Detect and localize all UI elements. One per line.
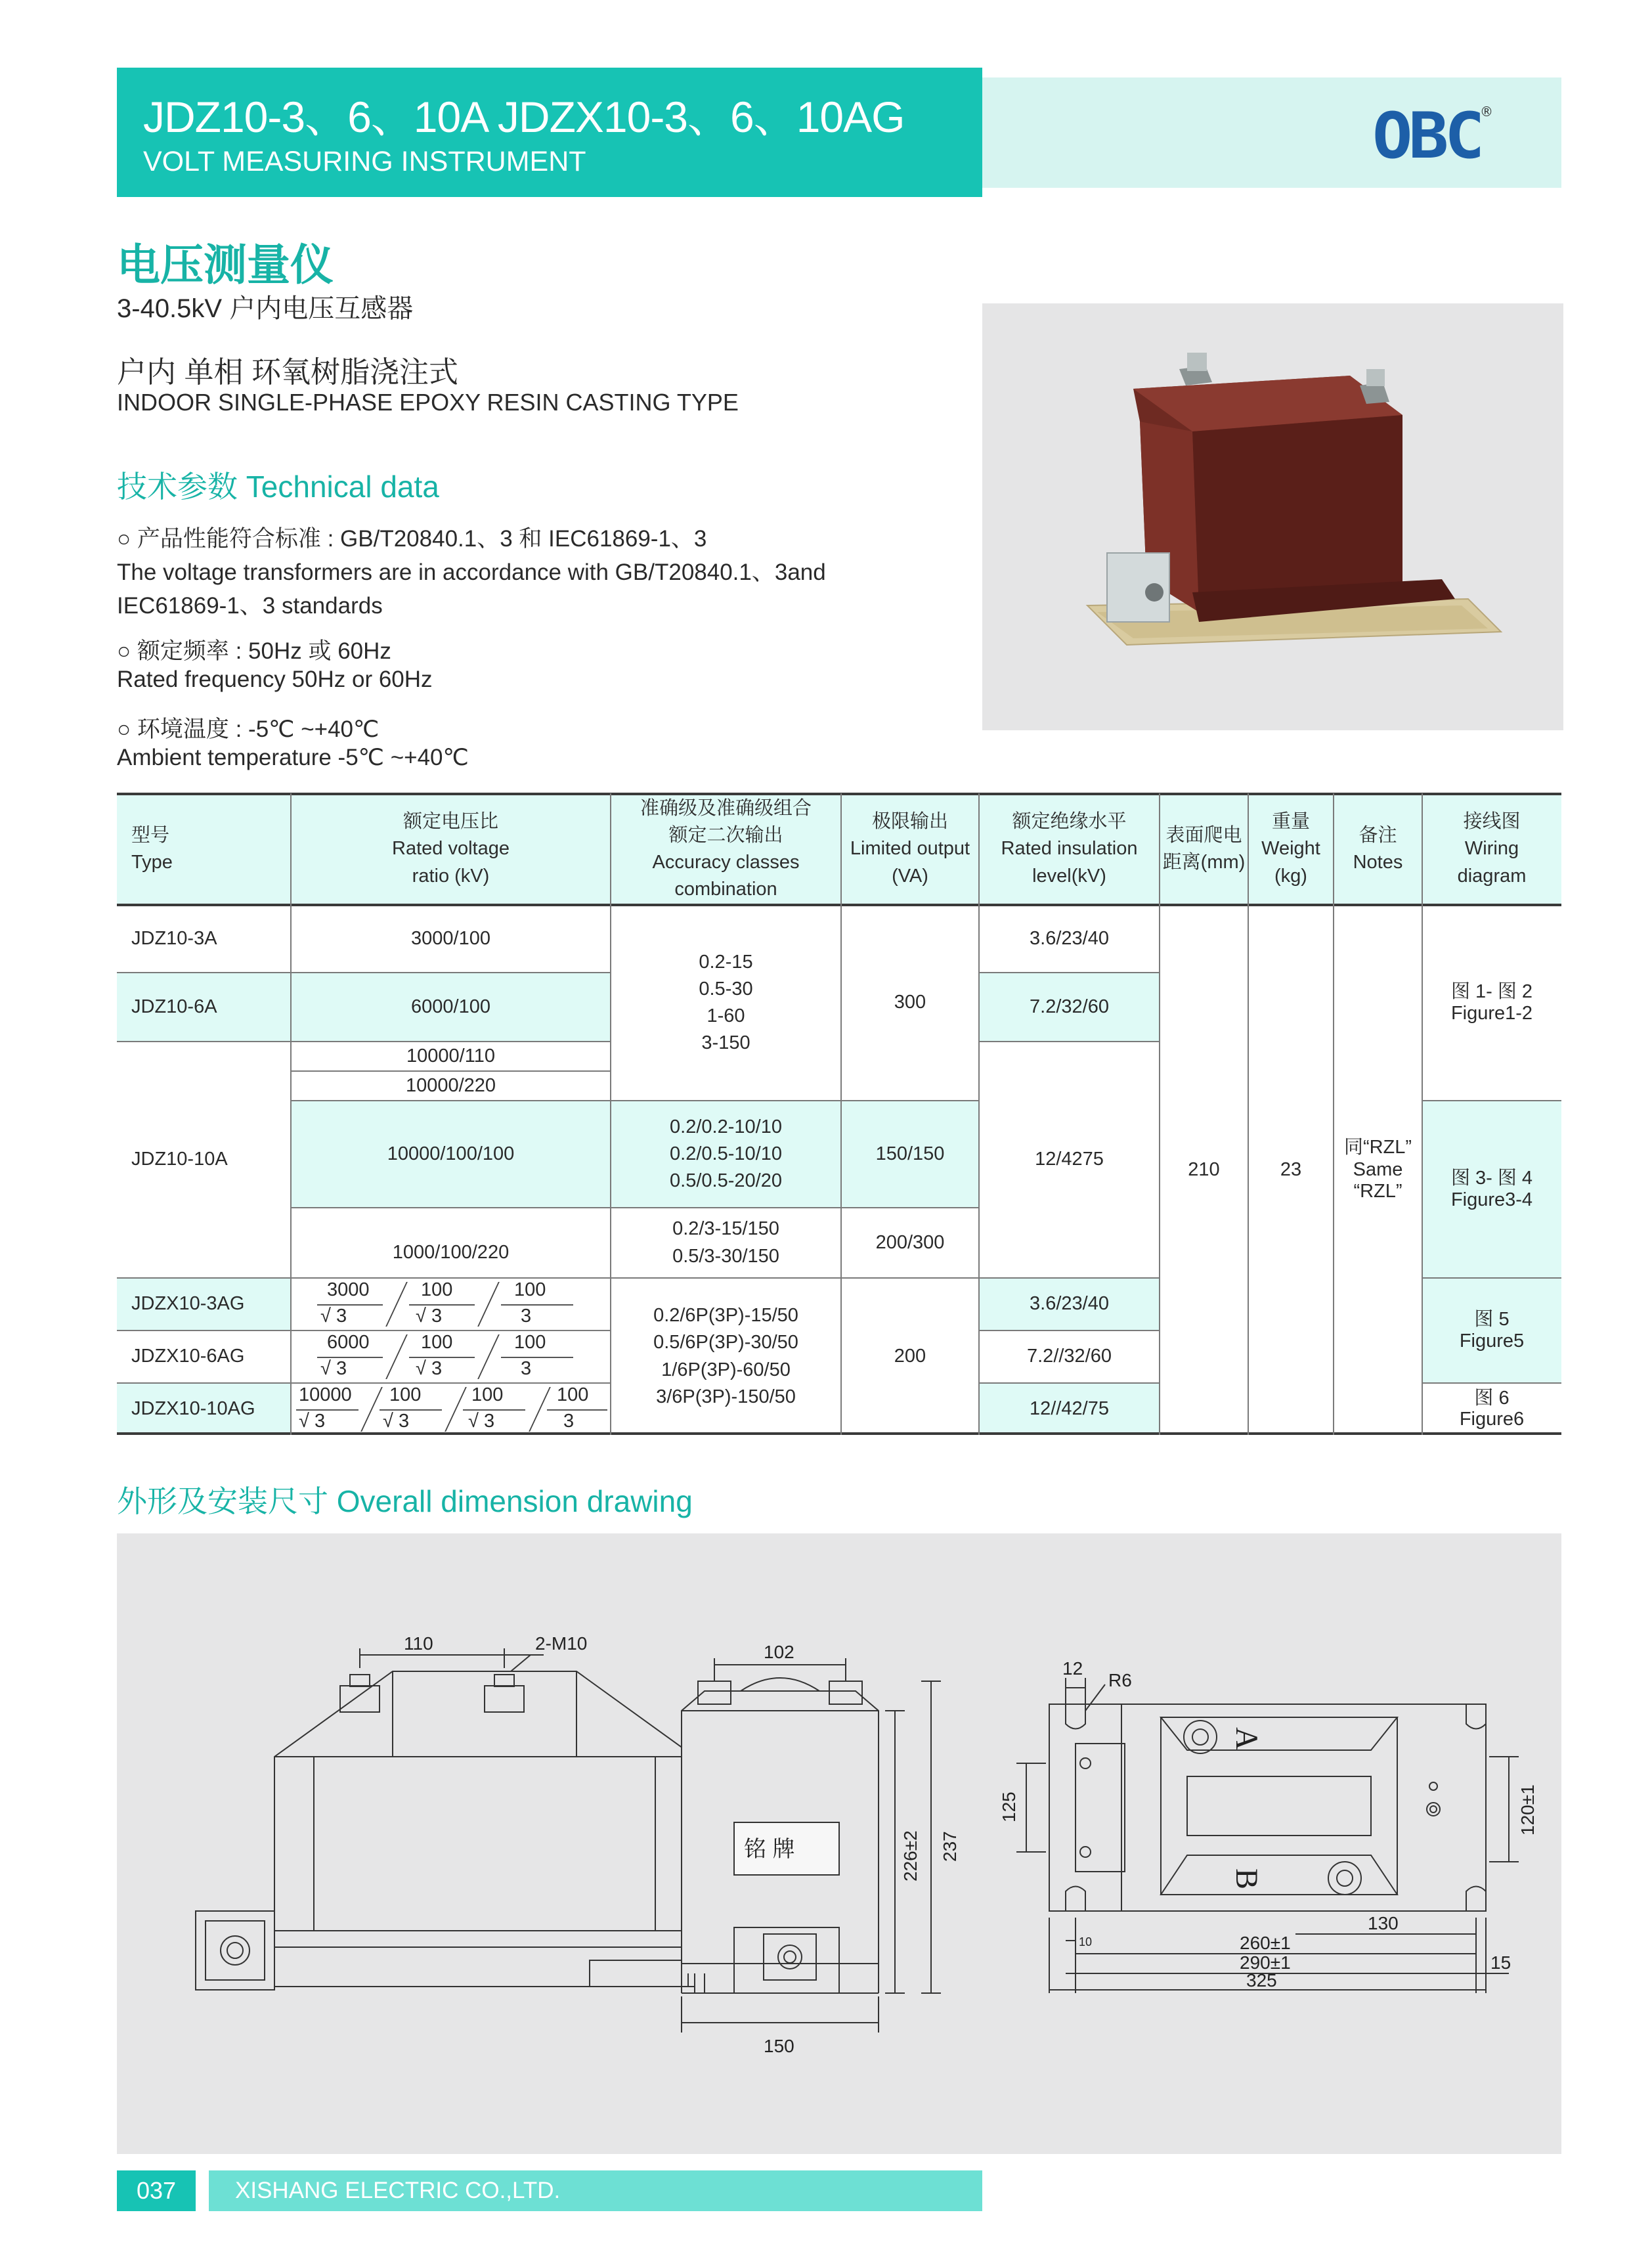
col-header-accuracy-cn2: 额定二次输出 [668, 824, 783, 846]
cn-heading: 电压测量仪 [117, 240, 334, 289]
wiring-cn: 图 3- 图 4 [1450, 1167, 1533, 1189]
ratio-cell: 10000/100/100 [387, 1143, 515, 1164]
phase-mark-a: A [1229, 1727, 1264, 1750]
output-cell: 200 [894, 1345, 926, 1367]
col-header-notes-en: Notes [1353, 852, 1403, 873]
notes-line: 同“RZL” [1343, 1137, 1412, 1158]
spec-frequency-cn: ○ 额定频率 : 50Hz 或 60Hz [117, 638, 391, 664]
insulation-cell: 7.2/32/60 [1030, 996, 1109, 1017]
fraction-denominator: √ 3 [320, 1358, 347, 1379]
type-cn: 户内 单相 环氧树脂浇注式 [117, 355, 459, 389]
spec-standard-cn: ○ 产品性能符合标准 : GB/T20840.1、3 和 IEC61869-1、3 [117, 526, 707, 552]
fraction-denominator: √ 3 [299, 1411, 326, 1432]
type-cell: JDZX10-10AG [131, 1397, 255, 1419]
notes-line: Same [1353, 1158, 1403, 1180]
wiring-cn: 图 5 [1474, 1308, 1510, 1330]
col-header-wiring-en2: diagram [1457, 865, 1527, 887]
col-header-type [117, 793, 291, 905]
dim-label: 110 [404, 1633, 433, 1654]
fraction-denominator: √ 3 [468, 1411, 495, 1432]
tech-title: 技术参数 Technical data [117, 470, 439, 504]
accuracy-line: 1/6P(3P)-60/50 [661, 1359, 791, 1380]
fraction-numerator: 100 [557, 1384, 589, 1405]
insulation-cell: 3.6/23/40 [1030, 1293, 1109, 1315]
dim-label: 237 [940, 1831, 960, 1862]
output-cell: 300 [894, 992, 926, 1013]
fraction-numerator: 100 [514, 1332, 546, 1353]
accuracy-line: 0.5/0.5-20/20 [670, 1170, 782, 1192]
model-title: JDZ10-3、6、10A JDZX10-3、6、10AG [143, 93, 905, 141]
dimension-title: 外形及安装尺寸 Overall dimension drawing [117, 1484, 693, 1518]
wiring-en: Figure6 [1459, 1408, 1525, 1430]
registered-mark: ® [1480, 104, 1493, 120]
dim-label: 12 [1062, 1658, 1083, 1679]
col-header-notes-cn: 备注 [1359, 824, 1397, 846]
page-number: 037 [117, 2170, 196, 2211]
ratio-fraction-3ag [291, 1278, 611, 1330]
spec-temperature-cn: ○ 环境温度 : -5℃ ~+40℃ [117, 716, 380, 742]
fraction-numerator: 10000 [299, 1384, 352, 1405]
accuracy-cell [611, 1278, 841, 1435]
col-header-ratio-cn: 额定电压比 [402, 811, 498, 833]
col-header-output [841, 793, 979, 905]
spec-standard-en-1: The voltage transformers are in accordance with GB/T20840.1、3and [117, 560, 826, 585]
col-header-type-cn: 型号 [131, 824, 170, 846]
front-view [196, 1648, 747, 1993]
nameplate-label: 铭 牌 [744, 1837, 795, 1862]
col-header-insulation-en1: Rated insulation [1001, 838, 1138, 860]
accuracy-line: 0.2/6P(3P)-15/50 [653, 1305, 798, 1327]
col-header-notes [1334, 793, 1422, 905]
col-header-weight-cn: 重量 [1271, 811, 1310, 833]
type-cell: JDZ10-6A [131, 996, 217, 1017]
phase-mark-b: B [1229, 1868, 1264, 1890]
notes-line: “RZL” [1353, 1181, 1402, 1202]
spec-frequency-en: Rated frequency 50Hz or 60Hz [117, 667, 433, 692]
accuracy-line: 3/6P(3P)-150/50 [656, 1386, 796, 1407]
wiring-cell [1422, 1101, 1561, 1278]
output-cell: 200/300 [875, 1231, 945, 1253]
dimension-drawing [117, 1533, 1561, 2154]
ratio-fraction-10ag [291, 1383, 611, 1435]
fraction-denominator: 3 [563, 1411, 575, 1432]
product-photo [982, 303, 1563, 730]
fraction-numerator: 100 [514, 1279, 546, 1300]
accuracy-cell [611, 1101, 841, 1208]
accuracy-line: 0.2/3-15/150 [672, 1218, 779, 1240]
transformer-illustration [982, 303, 1563, 730]
fraction-denominator: √ 3 [416, 1358, 443, 1379]
wiring-en: Figure5 [1459, 1330, 1525, 1352]
col-header-insulation-en2: level(kV) [1032, 865, 1106, 887]
dim-label: 130 [1368, 1913, 1399, 1933]
col-header-ratio [291, 793, 611, 905]
type-cell: JDZX10-3AG [131, 1293, 245, 1315]
dim-label: R6 [1108, 1670, 1132, 1690]
accuracy-line: 0.5-30 [699, 978, 753, 1000]
notes-cell [1334, 905, 1422, 1435]
accuracy-line: 1-60 [706, 1005, 745, 1026]
product-subtitle-en: VOLT MEASURING INSTRUMENT [143, 146, 586, 177]
col-header-insulation [979, 793, 1160, 905]
brand-logo-text: OBC [1372, 99, 1481, 173]
fraction-numerator: 3000 [327, 1279, 370, 1300]
dim-label: 226±2 [900, 1830, 921, 1881]
wiring-cn: 图 1- 图 2 [1450, 980, 1533, 1002]
wiring-en: Figure1-2 [1450, 1003, 1533, 1024]
col-header-accuracy-cn1: 准确级及准确级组合 [640, 797, 812, 819]
type-en: INDOOR SINGLE-PHASE EPOXY RESIN CASTING TYPE [117, 389, 739, 416]
accuracy-line: 0.2/0.5-10/10 [670, 1143, 782, 1164]
dim-label: 150 [764, 2036, 794, 2056]
dim-label: 120±1 [1517, 1784, 1538, 1836]
brand-logo [1372, 99, 1493, 173]
wiring-en: Figure3-4 [1450, 1189, 1533, 1210]
dim-label: 260±1 [1240, 1933, 1291, 1953]
col-header-accuracy-en2: combination [674, 879, 777, 900]
col-header-wiring-en1: Wiring [1464, 838, 1519, 860]
accuracy-line: 3-150 [701, 1032, 750, 1054]
col-header-accuracy-en1: Accuracy classes [652, 852, 800, 873]
fraction-numerator: 100 [421, 1332, 453, 1353]
fraction-numerator: 6000 [327, 1332, 370, 1353]
ratio-cell: 3000/100 [411, 927, 490, 949]
footer-company: XISHANG ELECTRIC CO.,LTD. [209, 2170, 982, 2211]
wiring-cell [1422, 1278, 1561, 1383]
fraction-numerator: 100 [421, 1279, 453, 1300]
type-cell: JDZX10-6AG [131, 1346, 245, 1367]
accuracy-line: 0.5/6P(3P)-30/50 [653, 1332, 798, 1353]
accuracy-line: 0.2-15 [699, 951, 753, 973]
ratio-fraction-6ag [291, 1330, 611, 1383]
dim-label: 2-M10 [535, 1633, 588, 1654]
col-header-wiring [1422, 793, 1561, 905]
fraction-denominator: 3 [521, 1358, 532, 1379]
insulation-cell: 12//42/75 [1030, 1397, 1109, 1419]
insulation-cell: 7.2//32/60 [1027, 1346, 1112, 1367]
col-header-weight-en2: (kg) [1274, 865, 1307, 887]
cn-subheading: 3-40.5kV 户内电压互感器 [117, 294, 414, 323]
fraction-numerator: 100 [389, 1384, 422, 1405]
dim-label: 290±1 [1240, 1952, 1291, 1973]
col-header-creepage [1160, 793, 1248, 905]
dim-label: 102 [764, 1642, 794, 1662]
ratio-cell: 6000/100 [411, 996, 490, 1017]
fraction-denominator: √ 3 [383, 1411, 410, 1432]
fraction-denominator: √ 3 [320, 1306, 347, 1327]
col-header-creepage-1: 表面爬电 [1165, 824, 1242, 846]
col-header-output-en2: (VA) [892, 865, 928, 887]
output-cell: 150/150 [875, 1143, 945, 1164]
spec-standard-en-2: IEC61869-1、3 standards [117, 593, 383, 619]
col-header-accuracy [611, 793, 841, 905]
col-header-insulation-cn: 额定绝缘水平 [1012, 811, 1127, 833]
col-header-creepage-2: 距离(mm) [1162, 852, 1246, 873]
type-cell: JDZ10-10A [131, 1149, 228, 1170]
col-header-weight [1248, 793, 1334, 905]
type-cell: JDZ10-3A [131, 927, 217, 949]
col-header-ratio-en2: ratio (kV) [412, 865, 490, 887]
fraction-denominator: 3 [521, 1306, 532, 1327]
ratio-cell: 1000/100/220 [392, 1241, 510, 1263]
insulation-cell: 12/4275 [1035, 1149, 1104, 1170]
fraction-denominator: √ 3 [416, 1306, 443, 1327]
creepage-cell: 210 [1188, 1158, 1220, 1180]
ratio-cell: 10000/220 [405, 1074, 496, 1096]
spec-table [117, 793, 1561, 1435]
dim-label: 10 [1079, 1935, 1093, 1948]
wiring-cn: 图 6 [1474, 1387, 1510, 1409]
col-header-type-en: Type [131, 852, 173, 873]
dim-label: 125 [999, 1792, 1019, 1822]
spec-temperature-en: Ambient temperature -5℃ ~+40℃ [117, 745, 469, 770]
ratio-cell: 10000/110 [406, 1045, 495, 1067]
col-header-weight-en1: Weight [1261, 838, 1320, 860]
accuracy-line: 0.5/3-30/150 [672, 1245, 779, 1267]
accuracy-cell [611, 905, 841, 1101]
wiring-cell [1422, 1383, 1561, 1435]
accuracy-line: 0.2/0.2-10/10 [670, 1116, 782, 1137]
dim-label: 15 [1490, 1952, 1511, 1973]
col-header-wiring-cn: 接线图 [1463, 811, 1521, 833]
dimension-drawing-svg [117, 1533, 1561, 2154]
fraction-numerator: 100 [471, 1384, 504, 1405]
dim-label: 325 [1246, 1970, 1277, 1990]
col-header-ratio-en1: Rated voltage [392, 838, 510, 860]
accuracy-cell [611, 1208, 841, 1278]
col-header-output-en1: Limited output [850, 838, 970, 860]
col-header-output-cn: 极限输出 [871, 811, 948, 833]
insulation-cell: 3.6/23/40 [1030, 927, 1109, 949]
weight-cell: 23 [1280, 1158, 1302, 1180]
wiring-cell [1422, 905, 1561, 1101]
